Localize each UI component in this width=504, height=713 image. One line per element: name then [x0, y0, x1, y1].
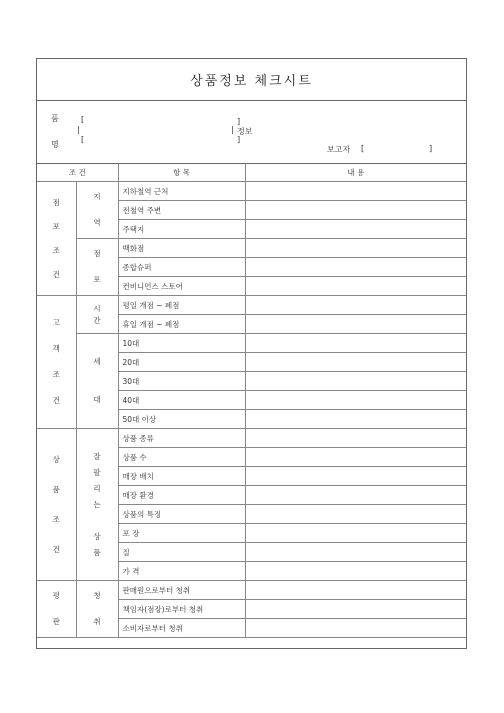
item-cell: 50대 이상: [118, 410, 245, 429]
table-row: [37, 581, 466, 600]
content-cell[interactable]: [245, 486, 466, 505]
item-cell: 주택지: [118, 220, 245, 239]
item-cell: 책임자(점장)로부터 청취: [118, 600, 245, 619]
table-row: [37, 239, 466, 258]
content-cell[interactable]: [245, 429, 466, 448]
content-cell[interactable]: [245, 543, 466, 562]
item-cell: 40대: [118, 391, 245, 410]
item-cell: 판매원으로부터 청취: [118, 581, 245, 600]
reporter-close: ]: [429, 144, 433, 153]
content-cell[interactable]: [245, 258, 466, 277]
group-store-label: 점 포 조 건: [52, 197, 60, 279]
content-cell[interactable]: [245, 296, 466, 315]
content-cell[interactable]: [245, 505, 466, 524]
group-reputation: [37, 581, 76, 638]
content-cell[interactable]: [245, 334, 466, 353]
group-customer: [37, 296, 76, 429]
header-condition: 조 건: [37, 164, 118, 182]
checksheet-table: [37, 163, 466, 638]
group-hearing: [76, 581, 118, 638]
item-cell: 상품 수: [118, 448, 245, 467]
label-pum: 품: [51, 114, 59, 123]
item-cell: 질: [118, 543, 245, 562]
table-row: [37, 182, 466, 201]
item-cell: 컨비니언스 스토어: [118, 277, 245, 296]
item-cell: 상품 종류: [118, 429, 245, 448]
checksheet-frame: [36, 58, 467, 649]
reporter-open: [: [361, 144, 365, 153]
group-store-sub-label: 점 포: [93, 249, 101, 284]
item-cell: 백화점: [118, 239, 245, 258]
item-cell: 10대: [118, 334, 245, 353]
bracket-open-1: [: [81, 115, 85, 124]
item-cell: 포 장: [118, 524, 245, 543]
item-cell: 소비자로부터 청취: [118, 619, 245, 638]
table-row: [37, 334, 466, 353]
item-cell: 휴일 개점 ~ 폐점: [118, 315, 245, 334]
content-cell[interactable]: [245, 581, 466, 600]
item-cell: 매장 배치: [118, 467, 245, 486]
content-cell[interactable]: [245, 182, 466, 201]
bracket-close-1: ]: [237, 117, 241, 126]
content-cell[interactable]: [245, 372, 466, 391]
content-cell[interactable]: [245, 277, 466, 296]
header-content: 내 용: [245, 164, 466, 182]
content-cell[interactable]: [245, 562, 466, 581]
divider-mark: |: [77, 125, 80, 134]
content-cell[interactable]: [245, 600, 466, 619]
group-region: [76, 182, 118, 239]
group-reputation-label: 평 판: [52, 591, 60, 626]
divider-mark-right: |: [231, 125, 234, 134]
item-cell: 30대: [118, 372, 245, 391]
item-cell: 전철역 주변: [118, 201, 245, 220]
table-header-row: [37, 164, 466, 182]
group-generation-label: 세 대: [93, 357, 101, 404]
title-box: [37, 59, 466, 101]
item-cell: 지하철역 근처: [118, 182, 245, 201]
content-cell[interactable]: [245, 220, 466, 239]
content-cell[interactable]: [245, 391, 466, 410]
item-cell: 상품의 특징: [118, 505, 245, 524]
group-product-label: 상 품 조 건: [52, 454, 60, 554]
page-title: 상품정보 체크시트: [190, 74, 313, 89]
group-product: [37, 429, 76, 581]
group-customer-label: 고 객 조 건: [52, 318, 60, 405]
content-cell[interactable]: [245, 619, 466, 638]
bracket-close-2: ]: [237, 135, 241, 144]
group-store-sub: [76, 239, 118, 296]
content-cell[interactable]: [245, 201, 466, 220]
table-row: [37, 296, 466, 315]
group-time: [76, 296, 118, 334]
group-hearing-label: 청 취: [93, 591, 101, 626]
table-row: [37, 429, 466, 448]
reporter-label: 보고자: [327, 145, 351, 154]
content-cell[interactable]: [245, 410, 466, 429]
content-cell[interactable]: [245, 467, 466, 486]
item-cell: 가 격: [118, 562, 245, 581]
item-cell: 매장 환경: [118, 486, 245, 505]
content-cell[interactable]: [245, 315, 466, 334]
info-label: 정보: [237, 127, 253, 136]
item-cell: 평일 개점 ~ 폐점: [118, 296, 245, 315]
label-myeong: 명: [51, 140, 59, 149]
group-region-label: 지 역: [93, 192, 101, 227]
group-time-label: 시 간: [93, 303, 101, 325]
item-cell: 20대: [118, 353, 245, 372]
group-selling-label: 잘 팔 리 는 상 품: [93, 451, 101, 557]
content-cell[interactable]: [245, 448, 466, 467]
item-cell: 종합슈퍼: [118, 258, 245, 277]
content-cell[interactable]: [245, 239, 466, 258]
header-item: 항 목: [118, 164, 245, 182]
content-cell[interactable]: [245, 524, 466, 543]
group-store: [37, 182, 76, 296]
bracket-open-2: [: [81, 135, 85, 144]
group-selling: [76, 429, 118, 581]
content-cell[interactable]: [245, 353, 466, 372]
group-generation: [76, 334, 118, 429]
